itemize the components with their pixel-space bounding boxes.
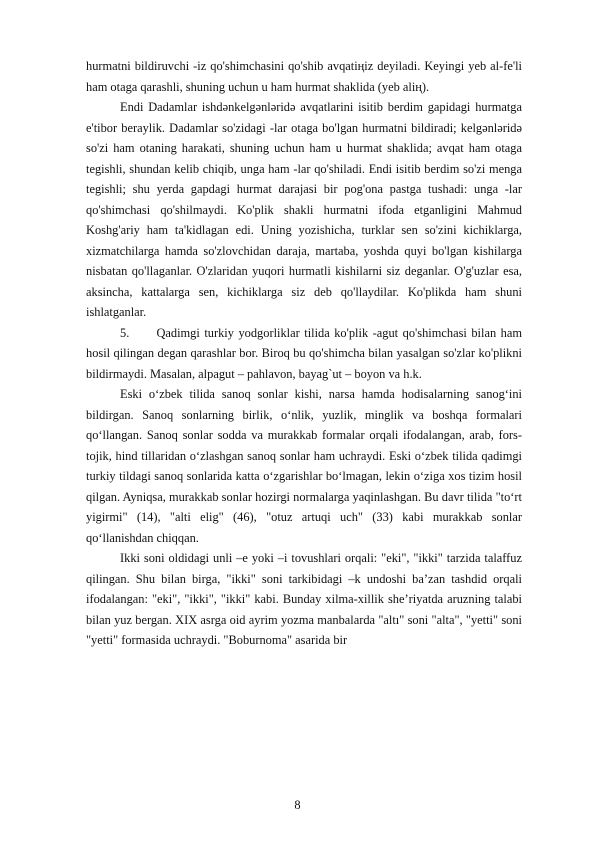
- page-number: 8: [294, 798, 301, 812]
- paragraph-cardinal-numbers: Eski o‘zbek tilida sanoq sonlar kishi, narsa hamda hodisalarning sanog‘ini bildirgan. Sanoq sonlarning birlik, o‘nlik, yuzlik, minglik va boshqa formalari qo‘llangan. Sanoq sonlar sodda va murakkab formalar orqali ifodalangan, arab, fors-tojik, hind tillaridan o‘zlashgan sanoq sonlar ham uchraydi. Eski o‘zbek tilida qadimgi turkiy tildagi sanoq sonlarida katta o‘zgarishlar bo‘lmagan, lekin o‘ziga xos tizim hosil qilgan. Ayniqsa, murakkab sonlar hozirgi normalarga yaqinlashgan. Bu davr tilida "to‘rt yigirmi" (14), "alti elig" (46), "otuz artuqi uch" (33) kabi murakkab sonlar qo‘llanishdan chiqqan.: [86, 387, 522, 545]
- document-body: [86, 56, 522, 651]
- paragraph-continuation: hurmatni bildiruvchi -iz qo'shimchasini qo'shib avqatiңiz deyiladi. Keyingi yeb al-fe'li ham otaga qarashli, shuning uchun u ham hurmat shaklida (yeb aliң).: [86, 59, 522, 94]
- paragraph-ikki-pronunciation: Ikki soni oldidagi unli –e yoki –i tovushlari orqali: "eki", "ikki" tarzida talaffuz qilingan. Shu bilan birga, "ikki" soni tarkibidagi –k undoshi ba’zan tashdid orqali ifodalangan: "eki", "ikki", "ikki" kabi. Bunday xilma-xillik she’riyatda aruzning talabi bilan yuz bergan. XIX asrga oid ayrim yozma manbalarda "altı" soni "alta", "yetti" soni "yetti" formasida uchraydi. "Boburnoma" asarida bir: [86, 551, 522, 647]
- paragraph-plural-agut: 5. Qadimgi turkiy yodgorliklar tilida ko'plik -agut qo'shimchasi bilan ham hosil qilingan degan qarashlar bor. Biroq bu qo'shimcha bilan yasalgan so'zlar ko'plikni bildirmaydi. Masalan, alpagut – pahlavon, bayag`ut – boyon va h.k.: [86, 325, 522, 381]
- paragraph-honorific-example: Endi Dadamlar ishdənkelgənləridə avqatlarini isitib berdim gapidagi hurmatga e'tibor beraylik. Dadamlar so'zidagi -lar otaga bo'lgan hurmatni bildiradi; kelgənləridə so'zi ham otaning harakati, shuning uchun ham u hurmat shaklida; avqat ham otaga tegishli, shundan kelib chiqib, unga ham -lar qo'shiladi. Endi isitib berdim so'zi menga tegishli; shu yerda gapdagi hurmat darajasi bir pog'ona pastga tushadi: unga -lar qo'shimchasi qo'shilmaydi. Ko'plik shakli hurmatni ifoda etganligini Mahmud Koshg'ariy ham ta'kidlagan edi. Uning yozishicha, turklar sen so'zini kichiklarga, xizmatchilarga hamda so'zlovchidan daraja, martaba, yoshda quyi bo'lgan kishilarga nisbatan qo'llaganlar. O'zlaridan yuqori hurmatli kishilarni siz deganlar. O'g'uzlar esa, aksincha, kattalarga sen, kichiklarga siz deb qo'llaydilar. Ko'plikda ham shuni ishlatganlar.: [86, 100, 522, 319]
